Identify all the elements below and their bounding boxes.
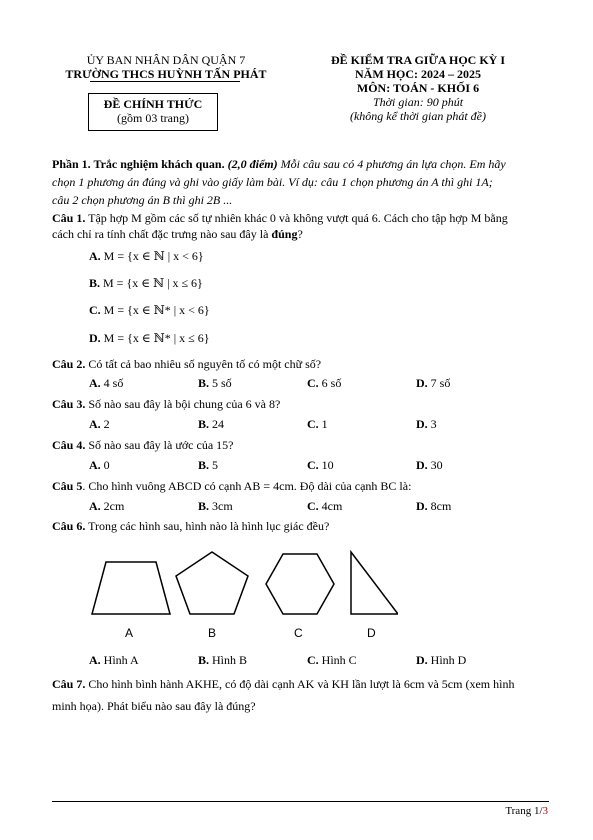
question-6-text: Trong các hình sau, hình nào là hình lục giác đều? (85, 519, 330, 533)
exam-title: ĐỀ KIỂM TRA GIỮA HỌC KỲ I (330, 53, 506, 67)
figure-label-d: D (367, 626, 376, 640)
question-2-label: Câu 2. (52, 357, 86, 371)
question-4 (52, 438, 233, 453)
q4-option-a-label: A. (89, 458, 101, 472)
part1-instruction-2: chọn 1 phương án đúng và ghi vào giấy làm bài. Ví dụ: câu 1 chọn phương án A thì ghi 1A; (52, 175, 493, 189)
q3-option-a-text: 2 (100, 417, 110, 431)
q6-option-d-text: Hình D (427, 653, 467, 667)
q1-option-d-text: M = {x ∈ ℕ* | x ≤ 6} (103, 331, 210, 345)
question-7 (52, 673, 514, 717)
duration: Thời gian: 90 phút (372, 95, 464, 109)
official-box (88, 93, 218, 131)
department-name: ỦY BAN NHÂN DÂN QUẬN 7 (86, 53, 246, 67)
q3-option-c-label: C. (307, 417, 319, 431)
q4-option-b-text: 5 (209, 458, 219, 472)
q1-option-c (89, 303, 210, 318)
q2-option-c-label: C. (307, 376, 319, 390)
q5-option-b (198, 499, 233, 514)
q2-option-d (416, 376, 450, 391)
question-4-label: Câu 4. (52, 438, 86, 452)
q5-option-c-text: 4cm (318, 499, 343, 513)
q6-options (89, 653, 569, 669)
page-number-total: 3 (542, 805, 548, 817)
part1-instruction-1: Mỗi câu sau có 4 phương án lựa chọn. Em hãy (277, 157, 506, 171)
q3-option-b-text: 24 (209, 417, 225, 431)
question-1-emphasis: đúng (271, 227, 298, 241)
q3-option-d (416, 417, 437, 432)
official-label: ĐỀ CHÍNH THỨC (103, 97, 203, 111)
question-1-text-2: cách chỉ ra tính chất đặc trưng nào sau đây là (52, 227, 272, 241)
q1-option-d-label: D. (89, 331, 101, 345)
q6-option-a-label: A. (89, 653, 101, 667)
school-name: TRƯỜNG THCS HUỲNH TẤN PHÁT (65, 67, 267, 81)
figure-label-a: A (125, 626, 134, 640)
q2-options (89, 376, 569, 392)
q1-option-a-text: M = {x ∈ ℕ | x < 6} (103, 249, 204, 263)
q4-option-b (198, 458, 218, 473)
triangle-shape-d (351, 552, 398, 614)
question-3-text: Số nào sau đây là bội chung của 6 và 8? (85, 397, 281, 411)
q6-option-c-text: Hình C (318, 653, 357, 667)
q6-option-c-label: C. (307, 653, 319, 667)
q4-option-d-label: D. (416, 458, 428, 472)
q4-option-c-text: 10 (318, 458, 334, 472)
q3-options (89, 417, 569, 433)
q1-option-d (89, 331, 209, 346)
q4-option-d (416, 458, 443, 473)
q2-option-b (198, 376, 232, 391)
header-right (318, 53, 518, 123)
figure-label-b: B (208, 626, 217, 640)
part1-title: Phần 1. Trắc nghiệm khách quan. (52, 157, 225, 171)
question-2 (52, 357, 321, 372)
question-3-label: Câu 3. (52, 397, 86, 411)
school-year: NĂM HỌC: 2024 – 2025 (355, 67, 481, 81)
q4-option-a (89, 458, 110, 473)
q6-option-b-text: Hình B (209, 653, 248, 667)
q6-option-c (307, 653, 357, 668)
subject: MÔN: TOÁN - KHỐI 6 (356, 81, 480, 95)
question-1 (52, 210, 508, 242)
q5-option-b-text: 3cm (209, 499, 233, 513)
q1-option-c-text: M = {x ∈ ℕ* | x < 6} (103, 303, 210, 317)
q3-option-c (307, 417, 328, 432)
q1-option-b (89, 276, 203, 291)
q1-option-c-label: C. (89, 303, 101, 317)
question-1-label: Câu 1. (52, 211, 86, 225)
q5-option-c (307, 499, 342, 514)
q5-option-d-text: 8cm (427, 499, 452, 513)
q6-option-b-label: B. (198, 653, 210, 667)
q4-option-c (307, 458, 334, 473)
duration-note: (không kể thời gian phát đề) (349, 109, 487, 123)
q2-option-b-label: B. (198, 376, 210, 390)
question-5-label: Câu 5 (52, 479, 83, 493)
figure-label-c: C (294, 626, 303, 640)
q4-option-c-label: C. (307, 458, 319, 472)
q4-option-a-text: 0 (100, 458, 110, 472)
q5-option-a-text: 2cm (100, 499, 125, 513)
q5-option-a-label: A. (89, 499, 101, 513)
q6-option-a (89, 653, 139, 668)
q6-option-b (198, 653, 247, 668)
q1-option-a-label: A. (89, 249, 101, 263)
question-7-label: Câu 7. (52, 677, 86, 691)
question-5 (52, 479, 411, 494)
q5-option-a (89, 499, 124, 514)
trapezoid-shape-a (92, 562, 170, 614)
q3-option-d-label: D. (416, 417, 428, 431)
q2-option-c-text: 6 số (318, 376, 342, 390)
q1-option-a (89, 249, 204, 264)
q5-options (89, 499, 569, 515)
q2-option-d-label: D. (416, 376, 428, 390)
q2-option-a-label: A. (89, 376, 101, 390)
q2-option-d-text: 7 số (427, 376, 451, 390)
question-7-text-2: minh họa). Phát biểu nào sau đây là đúng? (52, 699, 256, 713)
shapes-figure (88, 548, 398, 643)
page-count-note: (gồm 03 trang) (117, 111, 189, 125)
q4-option-d-text: 30 (427, 458, 443, 472)
q3-option-b-label: B. (198, 417, 210, 431)
pentagon-shape-b (176, 552, 248, 614)
q4-option-b-label: B. (198, 458, 210, 472)
hexagon-shape-c (266, 554, 334, 614)
q1-option-b-label: B. (89, 276, 101, 290)
q6-option-d (416, 653, 466, 668)
question-6-label: Câu 6. (52, 519, 86, 533)
question-4-text: Số nào sau đây là ước của 15? (85, 438, 234, 452)
question-5-text: . Cho hình vuông ABCD có cạnh AB = 4cm. Độ dài của cạnh BC là: (82, 479, 412, 493)
q5-option-d (416, 499, 451, 514)
q3-option-a (89, 417, 110, 432)
q2-option-a (89, 376, 123, 391)
q1-option-b-text: M = {x ∈ ℕ | x ≤ 6} (103, 276, 203, 290)
q3-option-a-label: A. (89, 417, 101, 431)
q4-options (89, 458, 569, 474)
header-left (52, 53, 280, 81)
page-number-prefix: Trang 1/ (505, 805, 543, 817)
q6-option-a-text: Hình A (100, 653, 139, 667)
q5-option-c-label: C. (307, 499, 319, 513)
q2-option-a-text: 4 số (100, 376, 124, 390)
question-3 (52, 397, 280, 412)
question-1-text-3: ? (297, 227, 303, 241)
footer-divider (52, 801, 549, 802)
question-6 (52, 519, 329, 534)
q6-option-d-label: D. (416, 653, 428, 667)
q3-option-d-text: 3 (427, 417, 437, 431)
part1-intro (52, 155, 506, 209)
question-7-text-1: Cho hình bình hành AKHE, có độ dài cạnh AK và KH lần lượt là 6cm và 5cm (xem hình (85, 677, 515, 691)
q3-option-c-text: 1 (318, 417, 328, 431)
q2-option-b-text: 5 số (209, 376, 232, 390)
q5-option-d-label: D. (416, 499, 428, 513)
q2-option-c (307, 376, 341, 391)
question-2-text: Có tất cả bao nhiêu số nguyên tố có một chữ số? (85, 357, 322, 371)
question-1-text-1: Tập hợp M gồm các số tự nhiên khác 0 và không vượt quá 6. Cách cho tập hợp M bằng (85, 211, 508, 225)
header-underline (90, 81, 240, 82)
part1-points: (2,0 điểm) (227, 157, 278, 171)
q3-option-b (198, 417, 224, 432)
part1-instruction-3: câu 2 chọn phương án B thì ghi 2B ... (52, 193, 233, 207)
page-number (505, 805, 548, 817)
q5-option-b-label: B. (198, 499, 210, 513)
